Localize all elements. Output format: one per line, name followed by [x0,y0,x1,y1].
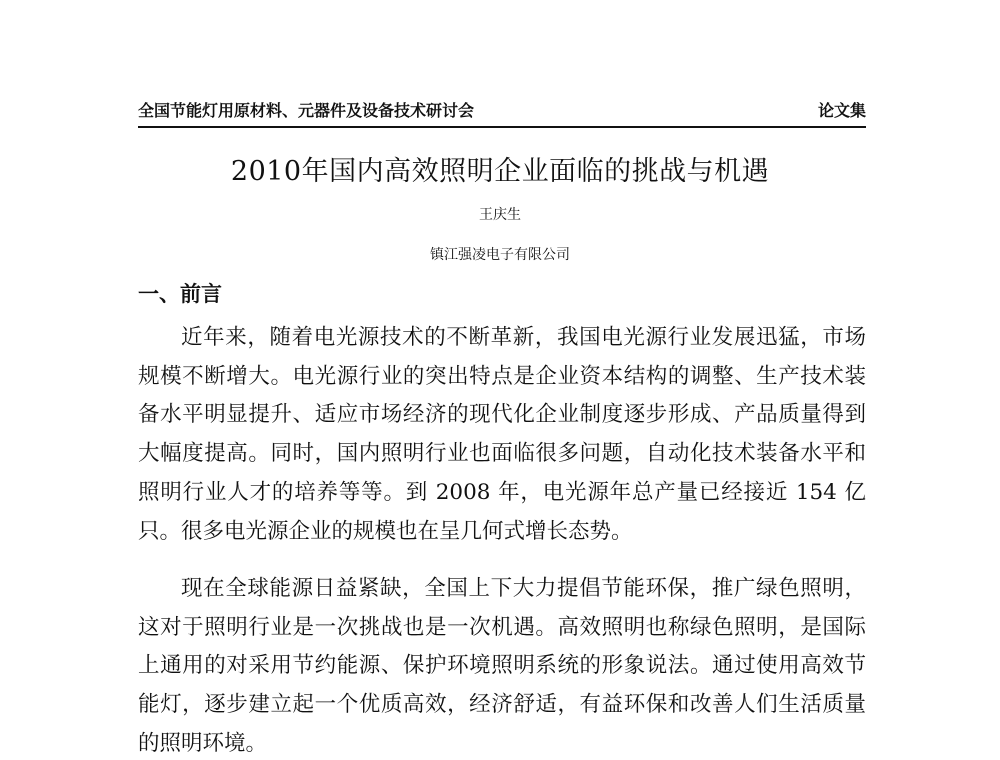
paragraph-2: 现在全球能源日益紧缺，全国上下大力提倡节能环保，推广绿色照明，这对于照明行业是一次挑战也是一次机遇。高效照明也称绿色照明，是国际上通用的对采用节约能源、保护环境照明系统的形象说法。通过使用高效节能灯，逐步建立起一个优质高效，经济舒适，有益环保和改善人们生活质量的照明环境。 [138,576,866,756]
running-header [138,98,866,128]
section-heading: 一、前言 [138,282,222,306]
collection-label: 论文集 [817,101,866,120]
article-title: 2010年国内高效照明企业面临的挑战与机遇 [230,156,770,187]
conference-title: 全国节能灯用原材料、元器件及设备技术研讨会 [138,101,475,120]
paragraph-1: 近年来，随着电光源技术的不断革新，我国电光源行业发展迅猛，市场规模不断增大。电光源行业的突出特点是企业资本结构的调整、生产技术装备水平明显提升、适应市场经济的现代化企业制度逐步形成、产品质量得到大幅度提高。同时，国内照明行业也面临很多问题，自动化技术装备水平和照明行业人才的培养等等。到 2008 年，电光源年总产量已经接近 154 亿只。很多电光源企业的规模也在呈几何式增长态势。 [138,325,866,544]
author-name: 王庆生 [479,207,521,223]
author-affiliation: 镇江强凌电子有限公司 [430,247,570,263]
